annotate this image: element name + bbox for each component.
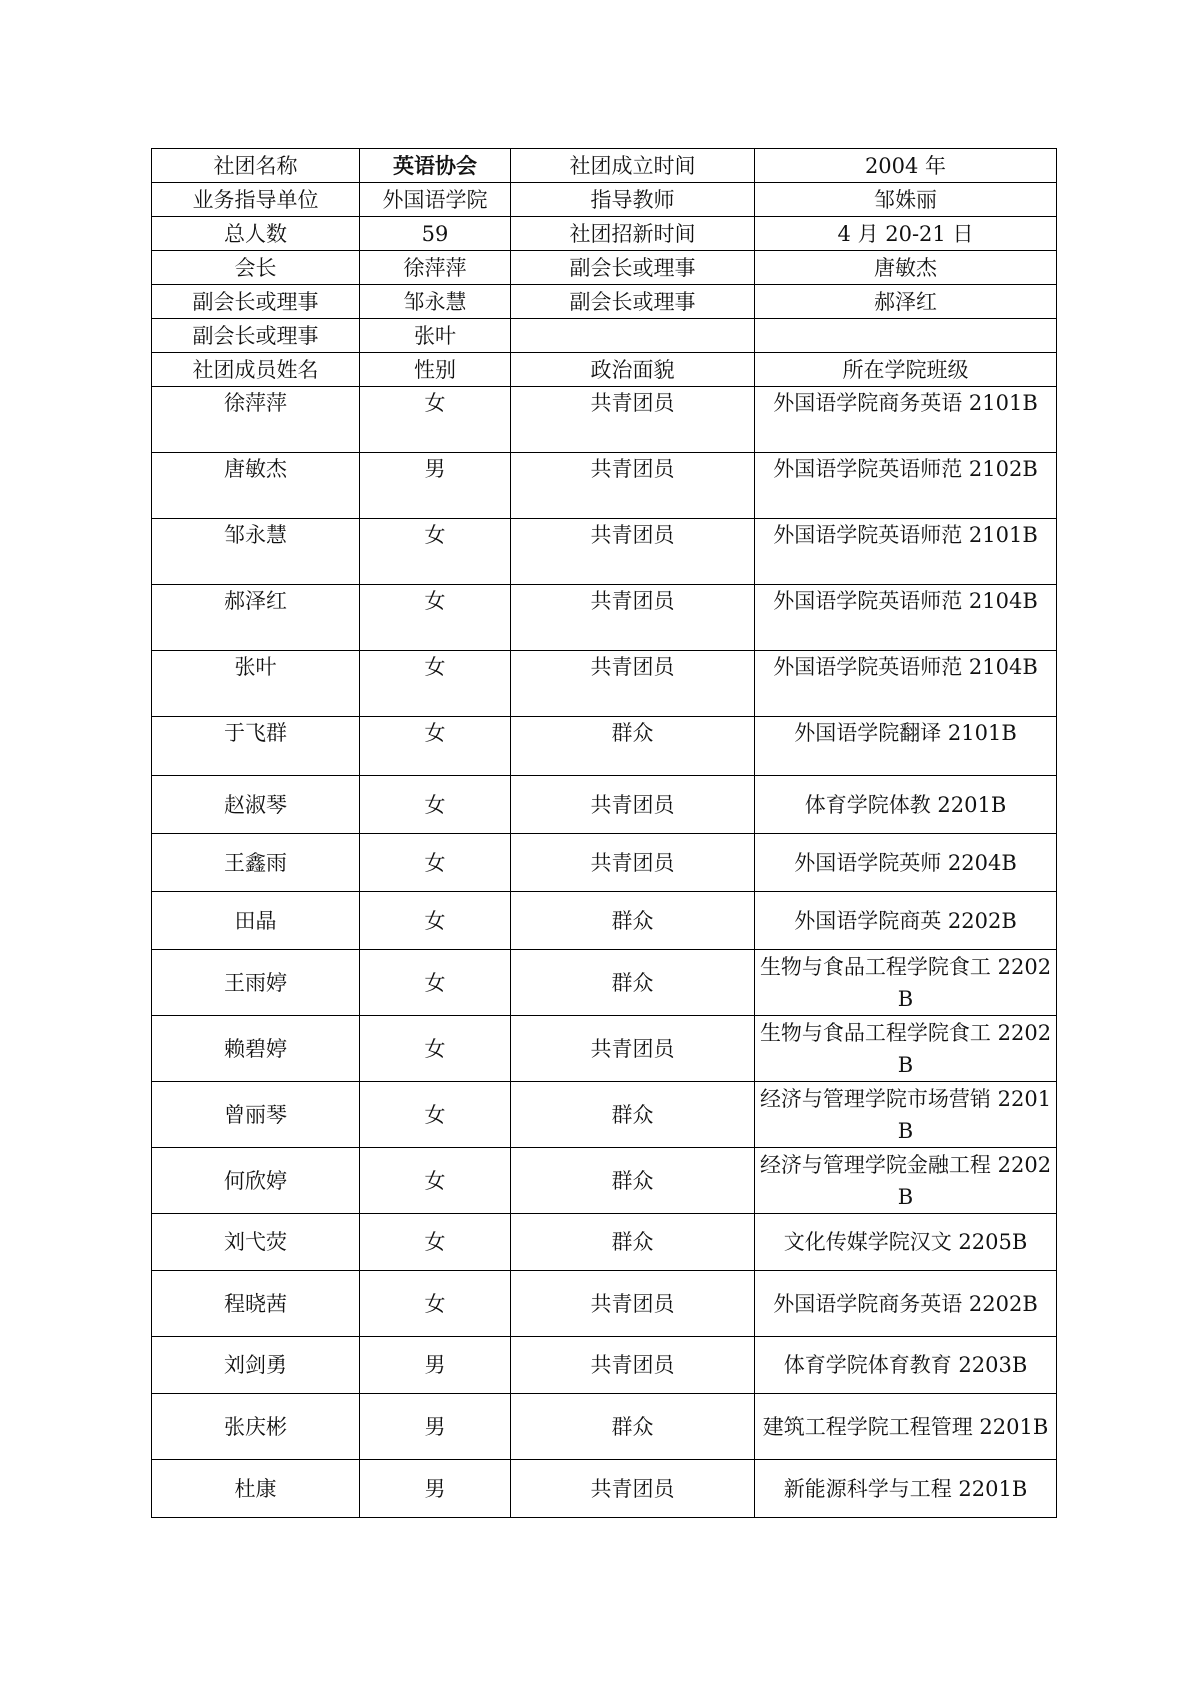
club-roster-sheet	[151, 148, 1056, 1518]
member-class: 建筑工程学院工程管理 2201B	[755, 1394, 1057, 1460]
column-header-name: 社团成员姓名	[152, 353, 360, 387]
member-gender: 女	[360, 892, 511, 950]
vp-label-1: 副会长或理事	[511, 251, 755, 285]
member-name: 王鑫雨	[152, 834, 360, 892]
member-political: 群众	[511, 717, 755, 776]
member-class: 经济与管理学院金融工程 2202B	[755, 1148, 1057, 1214]
member-name: 于飞群	[152, 717, 360, 776]
member-class: 外国语学院翻译 2101B	[755, 717, 1057, 776]
member-political: 群众	[511, 1394, 755, 1460]
member-political: 群众	[511, 1082, 755, 1148]
advisor-label: 指导教师	[511, 183, 755, 217]
member-political: 共青团员	[511, 585, 755, 651]
member-name: 王雨婷	[152, 950, 360, 1016]
president-label: 会长	[152, 251, 360, 285]
member-gender: 男	[360, 453, 511, 519]
recruit-label: 社团招新时间	[511, 217, 755, 251]
member-political: 共青团员	[511, 651, 755, 717]
member-gender: 女	[360, 1016, 511, 1082]
member-political: 共青团员	[511, 834, 755, 892]
member-row	[152, 1460, 1057, 1518]
member-gender: 女	[360, 717, 511, 776]
column-header-gender: 性别	[360, 353, 511, 387]
member-political: 共青团员	[511, 1337, 755, 1394]
president-value: 徐萍萍	[360, 251, 511, 285]
member-name: 邹永慧	[152, 519, 360, 585]
info-row-total	[152, 217, 1057, 251]
member-class: 外国语学院英语师范 2102B	[755, 453, 1057, 519]
info-row-president	[152, 251, 1057, 285]
info-row-supervisor	[152, 183, 1057, 217]
empty-cell	[511, 319, 755, 353]
advisor-value: 邹姝丽	[755, 183, 1057, 217]
supervisor-label: 业务指导单位	[152, 183, 360, 217]
vp-value-2: 邹永慧	[360, 285, 511, 319]
member-class: 外国语学院商务英语 2202B	[755, 1271, 1057, 1337]
member-class: 外国语学院英语师范 2104B	[755, 585, 1057, 651]
info-row-club	[152, 149, 1057, 183]
member-class: 生物与食品工程学院食工 2202B	[755, 950, 1057, 1016]
member-row	[152, 1082, 1057, 1148]
founded-label: 社团成立时间	[511, 149, 755, 183]
info-row-vp-extra	[152, 319, 1057, 353]
member-political: 群众	[511, 950, 755, 1016]
member-name: 徐萍萍	[152, 387, 360, 453]
member-political: 群众	[511, 1148, 755, 1214]
member-class: 体育学院体育教育 2203B	[755, 1337, 1057, 1394]
supervisor-value: 外国语学院	[360, 183, 511, 217]
member-political: 群众	[511, 892, 755, 950]
member-name: 赵淑琴	[152, 776, 360, 834]
member-class: 体育学院体教 2201B	[755, 776, 1057, 834]
member-gender: 女	[360, 519, 511, 585]
member-class: 新能源科学与工程 2201B	[755, 1460, 1057, 1518]
member-class: 文化传媒学院汉文 2205B	[755, 1214, 1057, 1271]
member-political: 共青团员	[511, 1271, 755, 1337]
member-row	[152, 1214, 1057, 1271]
member-class: 外国语学院商英 2202B	[755, 892, 1057, 950]
member-gender: 女	[360, 1214, 511, 1271]
vp-label-2: 副会长或理事	[152, 285, 360, 319]
recruit-value: 4 月 20-21 日	[755, 217, 1057, 251]
member-gender: 女	[360, 1271, 511, 1337]
member-row	[152, 519, 1057, 585]
member-political: 共青团员	[511, 387, 755, 453]
vp-label-4: 副会长或理事	[152, 319, 360, 353]
member-name: 杜康	[152, 1460, 360, 1518]
member-row	[152, 950, 1057, 1016]
column-header-political: 政治面貌	[511, 353, 755, 387]
member-class: 经济与管理学院市场营销 2201B	[755, 1082, 1057, 1148]
member-class: 外国语学院英师 2204B	[755, 834, 1057, 892]
founded-value: 2004 年	[755, 149, 1057, 183]
member-row	[152, 1148, 1057, 1214]
member-gender: 女	[360, 1148, 511, 1214]
member-row	[152, 892, 1057, 950]
vp-value-3: 郝泽红	[755, 285, 1057, 319]
member-name: 程晓茜	[152, 1271, 360, 1337]
member-row	[152, 651, 1057, 717]
member-gender: 女	[360, 651, 511, 717]
member-name: 张叶	[152, 651, 360, 717]
member-row	[152, 834, 1057, 892]
club-roster-table	[151, 148, 1057, 1518]
member-name: 何欣婷	[152, 1148, 360, 1214]
member-row	[152, 717, 1057, 776]
member-political: 共青团员	[511, 1016, 755, 1082]
member-name: 唐敏杰	[152, 453, 360, 519]
member-name: 曾丽琴	[152, 1082, 360, 1148]
member-row	[152, 453, 1057, 519]
total-label: 总人数	[152, 217, 360, 251]
member-gender: 女	[360, 1082, 511, 1148]
member-row	[152, 1016, 1057, 1082]
member-gender: 女	[360, 776, 511, 834]
member-row	[152, 1337, 1057, 1394]
member-name: 田晶	[152, 892, 360, 950]
member-row	[152, 1271, 1057, 1337]
member-name: 赖碧婷	[152, 1016, 360, 1082]
member-gender: 女	[360, 834, 511, 892]
member-gender: 男	[360, 1337, 511, 1394]
info-row-vp	[152, 285, 1057, 319]
member-political: 群众	[511, 1214, 755, 1271]
member-gender: 女	[360, 387, 511, 453]
member-gender: 男	[360, 1460, 511, 1518]
vp-label-3: 副会长或理事	[511, 285, 755, 319]
member-row	[152, 585, 1057, 651]
member-name: 郝泽红	[152, 585, 360, 651]
vp-value-4: 张叶	[360, 319, 511, 353]
member-gender: 女	[360, 950, 511, 1016]
member-name: 张庆彬	[152, 1394, 360, 1460]
member-class: 外国语学院英语师范 2101B	[755, 519, 1057, 585]
member-name: 刘剑勇	[152, 1337, 360, 1394]
member-political: 共青团员	[511, 453, 755, 519]
empty-cell	[755, 319, 1057, 353]
member-class: 外国语学院英语师范 2104B	[755, 651, 1057, 717]
roster-body	[152, 149, 1057, 1518]
member-gender: 女	[360, 585, 511, 651]
column-header-class: 所在学院班级	[755, 353, 1057, 387]
member-gender: 男	[360, 1394, 511, 1460]
member-political: 共青团员	[511, 776, 755, 834]
member-row	[152, 1394, 1057, 1460]
column-header-row	[152, 353, 1057, 387]
vp-value-1: 唐敏杰	[755, 251, 1057, 285]
member-political: 共青团员	[511, 1460, 755, 1518]
member-name: 刘弋荧	[152, 1214, 360, 1271]
member-row	[152, 387, 1057, 453]
member-class: 外国语学院商务英语 2101B	[755, 387, 1057, 453]
total-value: 59	[360, 217, 511, 251]
club-name-value: 英语协会	[360, 149, 511, 183]
member-row	[152, 776, 1057, 834]
member-political: 共青团员	[511, 519, 755, 585]
club-name-label: 社团名称	[152, 149, 360, 183]
member-class: 生物与食品工程学院食工 2202B	[755, 1016, 1057, 1082]
